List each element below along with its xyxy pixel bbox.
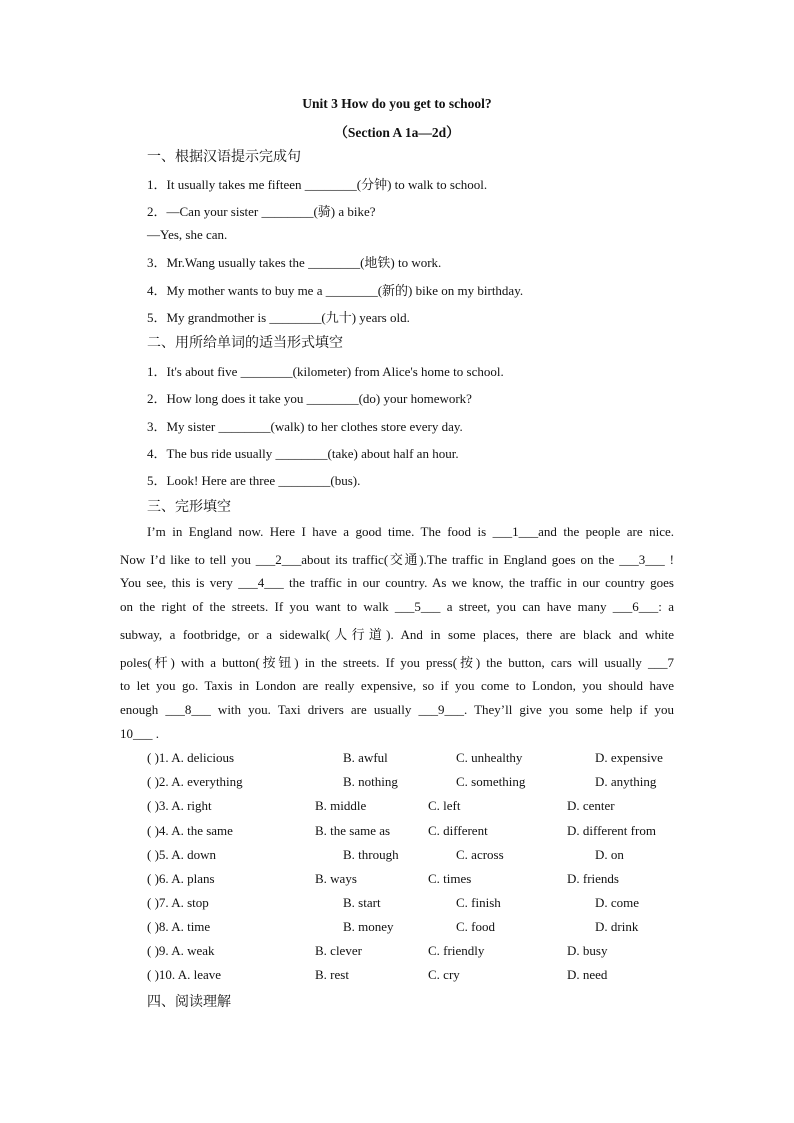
option-c: C. different (428, 823, 488, 838)
option-b: B. middle (315, 798, 367, 813)
option-c: C. food (456, 919, 495, 934)
option-b: B. start (343, 895, 381, 910)
passage-line-4: on the right of the streets. If you want to walk ___5___ a street, you can have many ___6___: a (120, 599, 674, 614)
part2-item-2: 2．How long does it take you ________(do) your homework? (147, 391, 472, 406)
part1-item-1: 1．It usually takes me fifteen ________(分钟) to walk to school. (147, 177, 488, 192)
question-number-option-a: ( )10. A. leave (147, 967, 222, 982)
option-b: B. awful (343, 750, 388, 765)
part1-heading: 一、根据汉语提示完成句 (147, 149, 301, 165)
option-d: D. center (567, 798, 615, 813)
option-c: C. friendly (428, 943, 485, 958)
part1-item-3: 3．Mr.Wang usually takes the ________(地铁) to work. (147, 255, 442, 270)
part2-item-3: 3．My sister ________(walk) to her clothes store every day. (147, 419, 463, 434)
option-d: D. need (567, 967, 608, 982)
part1-item-2: 2．—Can your sister ________(骑) a bike? (147, 204, 376, 219)
part1-item-4: 4．My mother wants to buy me a ________(新的) bike on my birthday. (147, 283, 524, 298)
part2-item-5: 5．Look! Here are three ________(bus). (147, 473, 361, 488)
question-number-option-a: ( )2. A. everything (147, 774, 243, 789)
question-number-option-a: ( )5. A. down (147, 847, 216, 862)
part2-heading: 二、用所给单词的适当形式填空 (147, 335, 343, 351)
passage-line-7: to let you go. Taxis in London are really expensive, so if you come to London, you should have (120, 678, 674, 693)
passage-line-1: I’m in England now. Here I have a good time. The food is ___1___and the people are nice. (147, 524, 674, 539)
section-subtitle: （Section A 1a—2d） (334, 125, 460, 140)
option-b: B. nothing (343, 774, 398, 789)
part3-heading: 三、完形填空 (147, 499, 231, 515)
passage-line-2: Now I’d like to tell you ___2___about its traffic(交通).The traffic in England goes on the ___3___ ! (120, 552, 674, 567)
option-c: C. something (456, 774, 526, 789)
option-d: D. expensive (595, 750, 663, 765)
option-b: B. through (343, 847, 399, 862)
passage-line-5: subway, a footbridge, or a sidewalk(人行道). And in some places, there are black and white (120, 627, 674, 642)
question-number-option-a: ( )8. A. time (147, 919, 211, 934)
part1-item-2-answer: —Yes, she can. (147, 227, 228, 242)
question-number-option-a: ( )1. A. delicious (147, 750, 235, 765)
passage-line-8: enough ___8___ with you. Taxi drivers are usually ___9___. They’ll give you some help if you (120, 702, 674, 717)
option-b: B. rest (315, 967, 349, 982)
option-d: D. come (595, 895, 640, 910)
question-number-option-a: ( )6. A. plans (147, 871, 215, 886)
question-number-option-a: ( )7. A. stop (147, 895, 209, 910)
option-c: C. left (428, 798, 461, 813)
unit-title: Unit 3 How do you get to school? (302, 96, 492, 111)
option-d: D. different from (567, 823, 656, 838)
option-b: B. money (343, 919, 394, 934)
option-c: C. unhealthy (456, 750, 523, 765)
option-b: B. clever (315, 943, 362, 958)
option-b: B. ways (315, 871, 357, 886)
option-d: D. anything (595, 774, 657, 789)
option-c: C. across (456, 847, 504, 862)
passage-line-6: poles(杆) with a button(按钮) in the streets. If you press(按) the button, cars will usually ___7 (120, 655, 674, 670)
option-d: D. friends (567, 871, 619, 886)
part2-item-4: 4．The bus ride usually ________(take) about half an hour. (147, 446, 459, 461)
part4-heading: 四、阅读理解 (147, 994, 231, 1010)
question-number-option-a: ( )3. A. right (147, 798, 212, 813)
option-d: D. on (595, 847, 624, 862)
option-d: D. drink (595, 919, 639, 934)
part2-item-1: 1．It's about five ________(kilometer) from Alice's home to school. (147, 364, 504, 379)
question-number-option-a: ( )4. A. the same (147, 823, 233, 838)
option-b: B. the same as (315, 823, 391, 838)
question-number-option-a: ( )9. A. weak (147, 943, 215, 958)
option-c: C. times (428, 871, 472, 886)
option-c: C. finish (456, 895, 501, 910)
part1-item-5: 5．My grandmother is ________(九十) years old. (147, 310, 410, 325)
option-d: D. busy (567, 943, 608, 958)
option-c: C. cry (428, 967, 460, 982)
passage-line-9: 10___ . (120, 726, 159, 741)
passage-line-3: You see, this is very ___4___ the traffic in our country. As we know, the traffic in our country goes (120, 575, 674, 590)
